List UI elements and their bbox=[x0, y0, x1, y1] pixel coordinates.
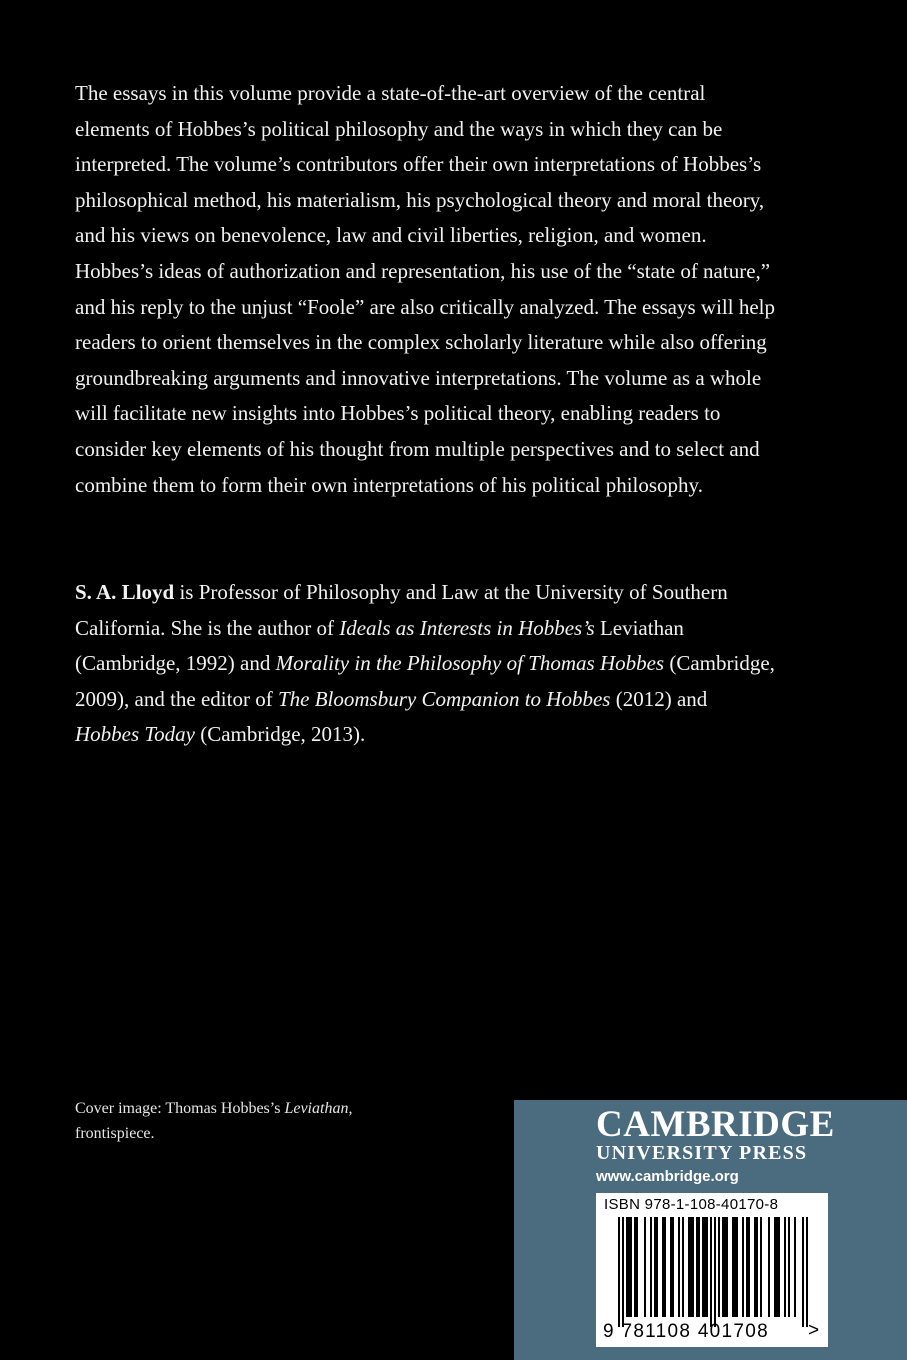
cover-credit-prefix: Cover image: Thomas Hobbes’s bbox=[75, 1100, 285, 1117]
barcode-bar bbox=[724, 1217, 726, 1317]
barcode-bar bbox=[756, 1217, 758, 1317]
barcode-bar bbox=[634, 1217, 636, 1317]
barcode-bar bbox=[630, 1217, 632, 1317]
barcode-bar bbox=[778, 1217, 780, 1317]
publisher-panel bbox=[514, 1100, 907, 1360]
barcode-bar bbox=[678, 1217, 680, 1317]
barcode-bar bbox=[702, 1217, 704, 1317]
barcode-bar bbox=[704, 1217, 706, 1317]
bio-text-2: Leviathan (Cambridge, 1992) and bbox=[75, 615, 684, 676]
barcode-bar bbox=[722, 1217, 724, 1317]
barcode-bar bbox=[776, 1217, 778, 1317]
barcode-bar bbox=[784, 1217, 786, 1317]
cover-credit bbox=[75, 1096, 435, 1146]
bio-text-4: (2012) and bbox=[610, 686, 708, 711]
barcode-bar bbox=[626, 1217, 628, 1317]
barcode-bar bbox=[726, 1217, 728, 1317]
barcode-bar bbox=[698, 1217, 700, 1317]
barcode-digits: 9 781108 401708 bbox=[603, 1321, 770, 1342]
bio-text-1: is Professor of Philosophy and Law at the University of Southern California. She is the author of bbox=[75, 580, 728, 640]
barcode-bar bbox=[706, 1217, 708, 1317]
cover-credit-suffix: , frontispiece. bbox=[75, 1100, 353, 1142]
barcode-bar bbox=[682, 1217, 684, 1317]
barcode-bar bbox=[714, 1217, 716, 1327]
barcode-bar bbox=[664, 1217, 666, 1317]
barcode-bar bbox=[672, 1217, 674, 1317]
book-title-ideals: Ideals as Interests in Hobbes’s bbox=[339, 615, 595, 640]
barcode-bar bbox=[644, 1217, 646, 1317]
barcode-bar bbox=[618, 1217, 620, 1327]
bio-text-5: (Cambridge, 2013). bbox=[194, 722, 366, 747]
barcode-bar bbox=[696, 1217, 698, 1317]
barcode-bar bbox=[690, 1217, 692, 1317]
barcode-bar bbox=[746, 1217, 748, 1317]
barcode-bar bbox=[692, 1217, 694, 1317]
barcode-bar bbox=[718, 1217, 720, 1317]
book-description: The essays in this volume provide a state-of-the-art overview of the central elements of Hobbes’s political philosophy and the ways in which they can be interpreted. The volume’s contributors offer their own interpretations of Hobbes’s philosophical method, his materialism, his psychological theory and moral theory, and his views on benevolence, law and civil liberties, religion, and women. Hobbes’s ideas of authorization and representation, his use of the “state of nature,” and his reply to the unjust “Foole” are also critically analyzed. The essays will help readers to orient themselves in the complex scholarly literature while also offering groundbreaking arguments and innovative interpretations. The volume as a whole will facilitate new insights into Hobbes’s political theory, enabling readers to consider key elements of his thought from multiple perspectives and to select and combine them to form their own interpretations of his political philosophy. bbox=[75, 81, 775, 497]
barcode-bar bbox=[688, 1217, 690, 1317]
barcode-box bbox=[596, 1193, 828, 1347]
author-bio bbox=[75, 575, 775, 753]
barcode-bar bbox=[806, 1217, 808, 1327]
barcode-bar bbox=[710, 1217, 712, 1327]
publisher-url: www.cambridge.org bbox=[596, 1168, 739, 1185]
barcode-bar bbox=[802, 1217, 804, 1327]
barcode-bar bbox=[788, 1217, 790, 1317]
barcode-bar bbox=[760, 1217, 762, 1317]
barcode-bar bbox=[736, 1217, 738, 1317]
barcode-bar bbox=[732, 1217, 734, 1317]
barcode-bar bbox=[794, 1217, 796, 1317]
bio-text-3: (Cambridge, 2009), and the editor of bbox=[75, 651, 775, 711]
barcode-bar bbox=[650, 1217, 652, 1317]
barcode-bar bbox=[622, 1217, 624, 1327]
barcode-arrow: > bbox=[808, 1320, 820, 1341]
book-title-morality: Morality in the Philosophy of Thomas Hobbes bbox=[275, 651, 665, 676]
barcode-bar bbox=[656, 1217, 658, 1317]
barcode-bar bbox=[768, 1217, 770, 1317]
publisher-logo-name: CAMBRIDGE bbox=[596, 1104, 835, 1145]
barcode-bar bbox=[748, 1217, 750, 1317]
barcode-bar bbox=[654, 1217, 656, 1317]
publisher-logo-subname: UNIVERSITY PRESS bbox=[596, 1142, 808, 1164]
barcode-bar bbox=[754, 1217, 756, 1317]
isbn-label: ISBN 978-1-108-40170-8 bbox=[604, 1196, 779, 1213]
barcode-bar bbox=[734, 1217, 736, 1317]
barcode-bar bbox=[662, 1217, 664, 1317]
barcode-bar bbox=[636, 1217, 638, 1317]
author-name: S. A. Lloyd bbox=[75, 580, 175, 604]
book-title-hobbes-today: Hobbes Today bbox=[75, 722, 195, 747]
barcode-bar bbox=[742, 1217, 744, 1317]
barcode-bar bbox=[628, 1217, 630, 1317]
cover-credit-work: Leviathan bbox=[284, 1100, 349, 1117]
barcode-bar bbox=[774, 1217, 776, 1317]
book-title-bloomsbury: The Bloomsbury Companion to Hobbes bbox=[277, 686, 611, 711]
barcode-bar bbox=[670, 1217, 672, 1317]
